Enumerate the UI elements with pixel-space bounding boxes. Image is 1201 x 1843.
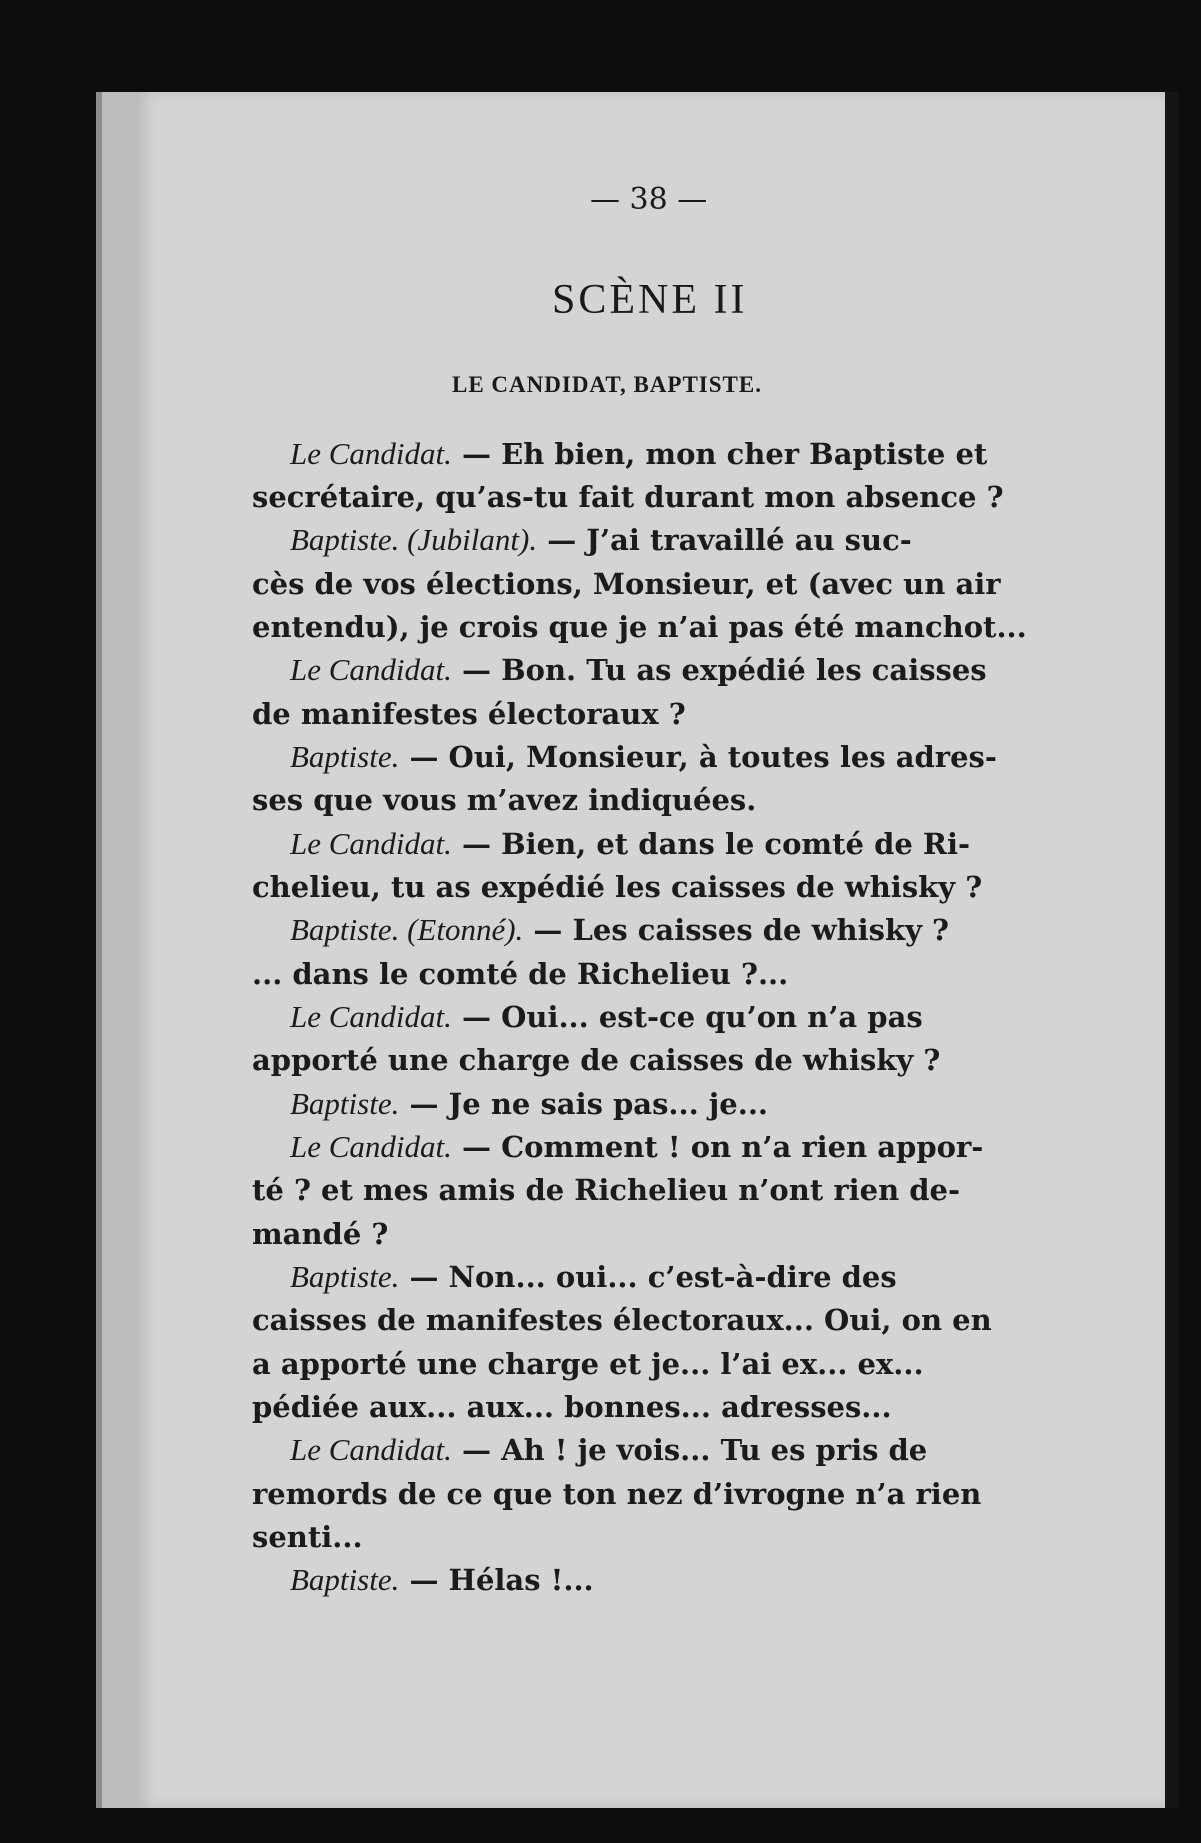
line-text: — Comment ! on n’a rien appor- <box>451 1130 984 1164</box>
text-line <box>252 1302 992 1342</box>
text-line <box>252 1346 924 1386</box>
speaker: Baptiste. <box>290 1259 400 1294</box>
line-text: pédiée aux... aux... bonnes... adresses... <box>252 1390 892 1424</box>
text-line <box>290 739 997 779</box>
text-line <box>252 566 1001 606</box>
text-line <box>290 522 912 562</box>
speaker: Baptiste. (Etonné). <box>290 912 524 947</box>
line-text: cès de vos élections, Monsieur, et (avec un air <box>252 567 1001 601</box>
line-text: — Hélas !... <box>399 1563 594 1597</box>
line-text: ... dans le comté de Richelieu ?... <box>252 957 789 991</box>
line-text: secrétaire, qu’as-tu fait durant mon absence ? <box>252 480 1004 514</box>
text-line <box>290 1129 983 1169</box>
text-line <box>290 1086 768 1126</box>
line-text: remords de ce que ton nez d’ivrogne n’a rien <box>252 1477 982 1511</box>
text-line <box>252 1519 363 1559</box>
speaker: Le Candidat. <box>290 1432 452 1467</box>
line-text: — Non... oui... c’est-à-dire des <box>399 1260 897 1294</box>
text-line <box>290 999 923 1039</box>
speaker: Baptiste. <box>290 739 400 774</box>
line-text: senti... <box>252 1520 363 1554</box>
line-text: — Oui, Monsieur, à toutes les adres- <box>399 740 997 774</box>
text-line <box>252 1172 960 1212</box>
line-text: apporté une charge de caisses de whisky ? <box>252 1043 941 1077</box>
line-text: — Eh bien, mon cher Baptiste et <box>451 437 988 471</box>
line-text: — J’ai travaillé au suc- <box>537 523 912 557</box>
text-line <box>252 696 686 736</box>
line-text: chelieu, tu as expédié les caisses de whisky ? <box>252 870 983 904</box>
speaker: Baptiste. <box>290 1562 400 1597</box>
text-line <box>252 1042 940 1082</box>
line-text: mandé ? <box>252 1217 389 1251</box>
line-text: — Les caisses de whisky ? <box>523 913 950 947</box>
line-text: ses que vous m’avez indiquées. <box>252 783 757 817</box>
text-line <box>252 609 1027 649</box>
text-line <box>290 1432 927 1472</box>
line-text: — Bon. Tu as expédié les caisses <box>451 653 987 687</box>
text-line <box>290 826 970 866</box>
text-line <box>252 479 1004 519</box>
page-number: — 38 — <box>590 182 708 217</box>
line-text: entendu), je crois que je n’ai pas été manchot... <box>252 610 1027 644</box>
text-line <box>290 652 987 692</box>
text-line <box>290 436 987 476</box>
line-text: — Bien, et dans le comté de Ri- <box>451 827 971 861</box>
speaker: Le Candidat. <box>290 652 452 687</box>
text-line <box>252 1476 981 1516</box>
speaker: Baptiste. <box>290 1086 400 1121</box>
scene-title: SCÈNE II <box>552 277 748 323</box>
scan-border <box>1165 92 1179 1808</box>
line-text: — Oui... est-ce qu’on n’a pas <box>451 1000 923 1034</box>
characters-list: LE CANDIDAT, BAPTISTE. <box>452 372 762 397</box>
text-line <box>290 1562 594 1602</box>
line-text: de manifestes électoraux ? <box>252 697 686 731</box>
line-text: — Ah ! je vois... Tu es pris de <box>451 1433 928 1467</box>
text-line <box>252 1389 892 1429</box>
speaker: Baptiste. (Jubilant). <box>290 522 538 557</box>
line-text: caisses de manifestes électoraux... Oui, on en <box>252 1303 992 1337</box>
text-line <box>290 1259 897 1299</box>
speaker: Le Candidat. <box>290 999 452 1034</box>
text-line <box>252 1216 388 1256</box>
speaker: Le Candidat. <box>290 436 452 471</box>
text-line <box>290 912 949 952</box>
line-text: — Je ne sais pas... je... <box>399 1087 769 1121</box>
text-line <box>252 869 982 909</box>
speaker: Le Candidat. <box>290 826 452 861</box>
text-line <box>252 782 756 822</box>
line-text: a apporté une charge et je... l’ai ex... ex... <box>252 1347 924 1381</box>
line-text: té ? et mes amis de Richelieu n’ont rien de- <box>252 1173 961 1207</box>
text-line <box>252 956 788 996</box>
speaker: Le Candidat. <box>290 1129 452 1164</box>
